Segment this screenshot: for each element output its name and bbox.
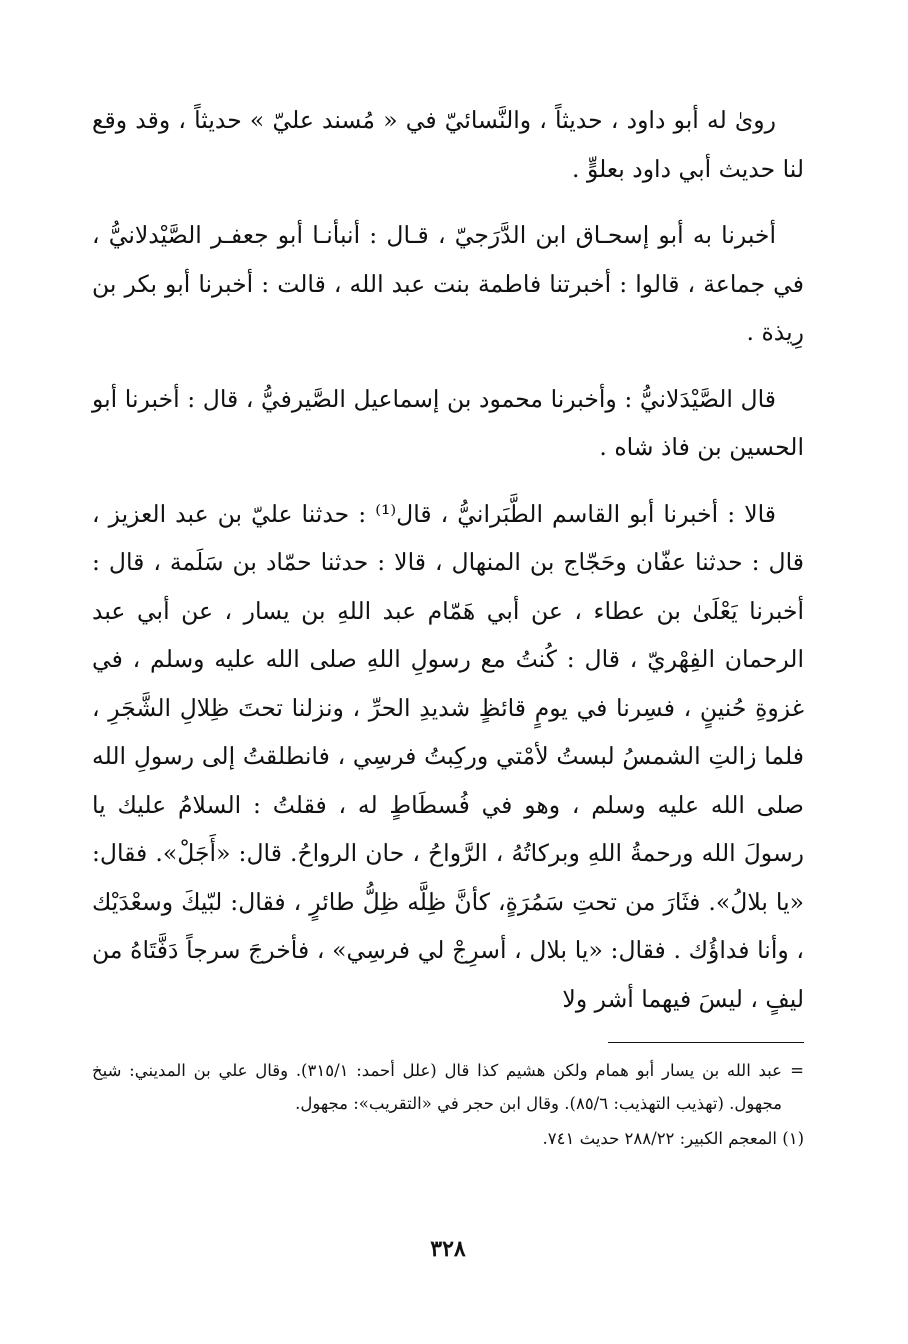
footnote-1: (١) المعجم الكبير: ٢٨٨/٢٢ حديث ٧٤١. [542, 1129, 804, 1148]
footnote-divider [608, 1042, 804, 1043]
page-number: ٣٢٨ [430, 1236, 466, 1262]
paragraph-1: رویٰ له أبو داود ، حديثاً ، والنَّسائيّ في « مُسند عليّ » حديثاً ، وقد وقع لنا حديث أبي داود بعلوٍّ . [92, 106, 804, 183]
document-page [92, 96, 804, 1286]
paragraph-2: أخبرنا به أبو إسحـاق ابن الدَّرَجيّ ، قـال : أنبأنـا أبو جعفـر الصَّيْدلانيُّ ، في جماعة ، قالوا : أخبرتنا فاطمة بنت عبد الله ، قالت : أخبرنا أبو بكر بن رِيذة . [92, 221, 804, 346]
main-text [92, 96, 804, 1023]
paragraph-4: قالا : أخبرنا أبو القاسم الطَّبَرانيُّ ، قال⁽¹⁾ : حدثنا عليّ بن عبد العزيز ، قال : حدثنا عفّان وحَجّاج بن المنهال ، قالا : حدثنا حمّاد بن سَلَمة ، قال : أخبرنا يَعْلَىٰ بن عطاء ، عن أبي هَمّام عبد اللهِ بن يسار ، عن أبي عبد الرحمان الفِهْريّ ، قال : كُنتُ مع رسولِ اللهِ صلى الله عليه وسلم ، في غزوةِ حُنينٍ ، فسِرنا في يومٍ قائظٍ شديدِ الحرِّ ، ونزلنا تحتَ ظِلالِ الشَّجَرِ ، فلما زالتِ الشمسُ لبستُ لأمْتي وركِبتُ فرسِي ، فانطلقتُ إلى رسولِ الله صلى الله عليه وسلم ، وهو في فُسطَاطٍ له ، فقلتُ : السلامُ عليك يا رسولَ الله ورحمةُ اللهِ وبركاتُهُ ، الرَّواحُ ، حان الرواحُ. قال: «أَجَلْ». فقال: «يا بلالُ». فثَارَ من تحتِ سَمُرَةٍ، كأنَّ ظِلَّه ظِلُّ طائرٍ ، فقال: لبّيكَ وسعْدَيْك ، وأنا فداؤُك . فقال: «يا بلال ، أسرِجْ لي فرسِي» ، فأخرجَ سرجاً دَفَّتَاهُ من ليفٍ ، ليسَ فيهما أشر ولا [92, 499, 804, 1013]
footnote-continuation-text: عبد الله بن يسار أبو همام ولكن هشيم كذا قال (علل أحمد: ٣١٥/١). وقال علي بن المديني: شيخ مجهول. (تهذيب التهذيب: ٨٥/٦). وقال ابن حجر في «التقريب»: مجهول. [92, 1061, 782, 1113]
footnote-continuation [92, 1054, 804, 1120]
footnotes [92, 1054, 804, 1155]
footnote-continuation-marker: = [790, 1061, 804, 1080]
paragraph-3: قال الصَّيْدَلانيُّ : وأخبرنا محمود بن إسماعيل الصَّيرفيُّ ، قال : أخبرنا أبو الحسين بن فاذ شاه . [92, 384, 804, 461]
